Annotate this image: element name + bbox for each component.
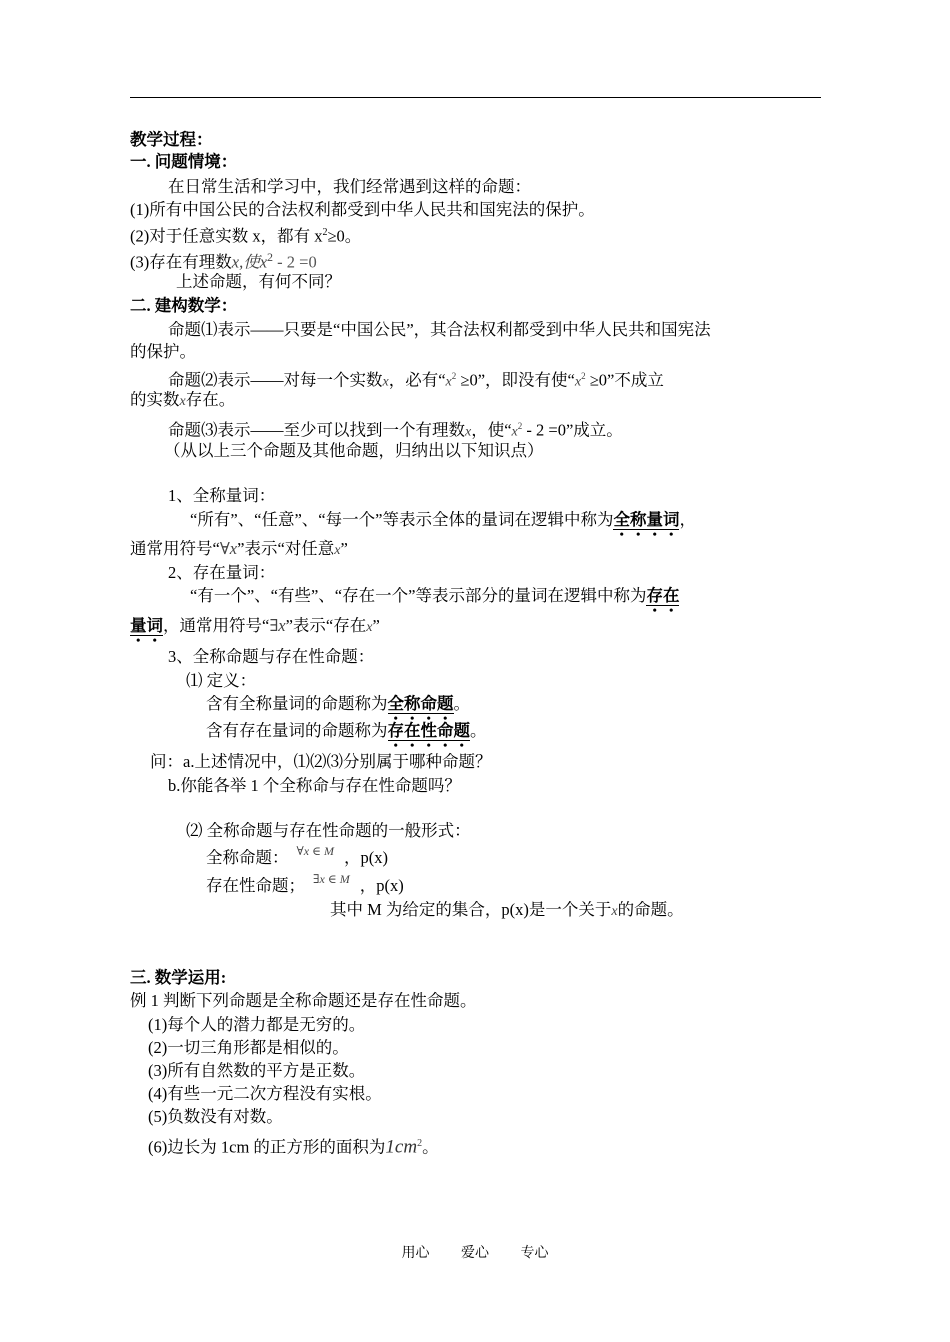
paragraph: 命题⑵表示——对每一个实数x，必有“$x^2 \ge 0$”，即没有使“$x^2 \ge 0$”不成立 [168,370,664,390]
proposition-3: (3)存在有理数x,使$x^2 - 2 =0$ [130,250,317,272]
page-footer [0,1242,950,1262]
definition-title: ⑴ 定义： [186,671,257,690]
paragraph: “所有”、“任意”、“每一个”等表示全体的量词在逻辑中称为全称量词 • • • • ， [190,510,696,541]
list-item: (1)每个人的潜力都是无穷的。 [148,1015,366,1034]
paragraph: 命题⑴表示——只要是“中国公民”，其合法权利都受到中华人民共和国宪法 [168,320,711,339]
general-form-existential: 存在性命题； $^{\exists x \in M}$ ，p(x) [206,872,404,895]
keyword-universal-proposition: 全称命题 • • • • [387,694,454,725]
proposition-2: (2)对于任意实数 x，都有 $x^2\ge 0$。 [130,226,362,246]
heading-problem-situation: 一. 问题情境： [130,152,238,171]
general-form-note: 其中 M 为给定的集合，p(x)是一个关于x的命题。 [330,900,684,919]
heading-construct-math: 二. 建构数学： [130,296,238,315]
footer-text: 爱心 [461,1246,489,1261]
example-1-title: 例 1 判断下列命题是全称命题还是存在性命题。 [130,991,477,1010]
definition-universal: 含有全称量词的命题称为全称命题 • • • • 。 [206,694,470,725]
keyword-existential-proposition: 存在性命题 • • • • • [387,721,470,752]
list-item: (5)负数没有对数。 [148,1107,283,1126]
definition-existential: 含有存在量词的命题称为存在性命题 • • • • • 。 [206,721,487,752]
heading-math-application: 三. 数学运用: [130,968,227,987]
knowledge-1-title: 1、全称量词： [168,486,276,505]
paragraph: 的实数x存在。 [130,390,236,409]
paragraph: 在日常生活和学习中，我们经常遇到这样的命题： [168,177,531,196]
keyword-existential-quantifier-part1: 存在 • • [646,586,680,617]
general-form-universal: 全称命题： $^{\forall x \in M}$ ，p(x) [206,844,388,867]
paragraph: “有一个”、“有些”、“存在一个”等表示部分的量词在逻辑中称为存在 • • [190,586,680,617]
header-rule [130,97,821,98]
paragraph: 通常用符号“∀x”表示“对任意x” [130,539,348,558]
question-b: b.你能各举 1 个全称命与存在性命题吗？ [168,776,461,795]
heading-teaching-process: 教学过程： [130,130,213,149]
keyword-existential-quantifier-part2: 量词 • • [130,616,163,647]
paragraph: 的保护。 [130,342,196,361]
question-a: 问：a.上述情况中，⑴⑵⑶分别属于哪种命题？ [150,752,492,771]
knowledge-3-title: 3、全称命题与存在性命题： [168,647,375,666]
list-item: (4)有些一元二次方程没有实根。 [148,1084,382,1103]
list-item: (3)所有自然数的平方是正数。 [148,1061,366,1080]
list-item: (6)边长为 1cm 的正方形的面积为$1cm^2$。 [148,1136,439,1158]
paragraph: 命题⑶表示——至少可以找到一个有理数x，使“$x^2 - 2 =0$”成立。 [168,420,623,440]
proposition-1: (1)所有中国公民的合法权利都受到中华人民共和国宪法的保护。 [130,200,595,219]
footer-text: 用心 [401,1246,430,1261]
knowledge-2-title: 2、存在量词： [168,563,276,582]
footer-text: 专心 [520,1246,549,1261]
question-line: 上述命题，有何不同？ [176,272,341,291]
keyword-universal-quantifier: 全称量词 • • • • [613,510,680,541]
paragraph: （从以上三个命题及其他命题，归纳出以下知识点） [164,441,544,460]
paragraph: 量词 • • ，通常用符号“∃x”表示“存在x” [130,616,380,647]
general-form-title: ⑵ 全称命题与存在性命题的一般形式： [186,821,471,840]
list-item: (2)一切三角形都是相似的。 [148,1038,349,1057]
